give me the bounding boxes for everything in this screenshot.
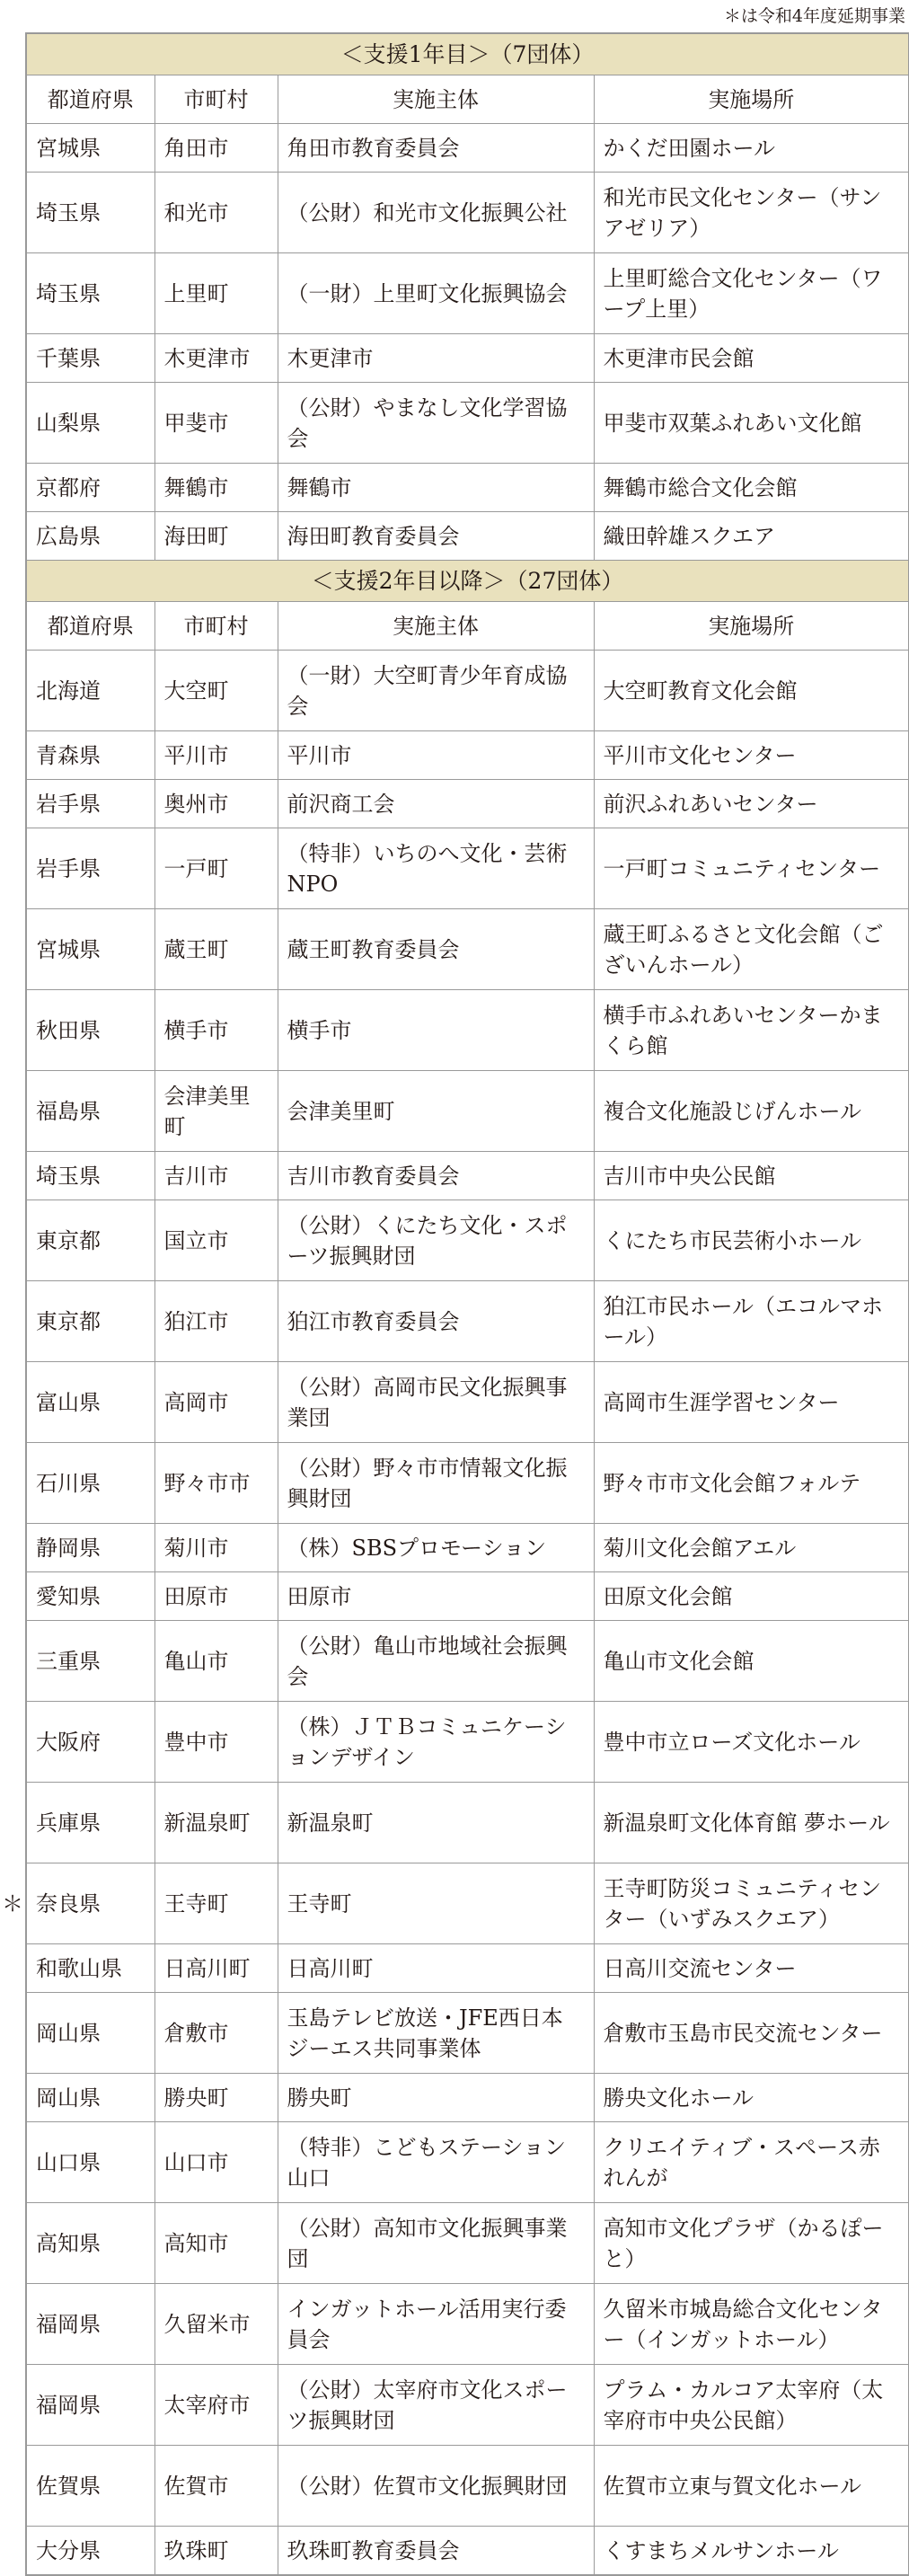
prefecture-cell: 愛知県 <box>26 1572 154 1621</box>
table-row <box>26 828 909 909</box>
prefecture-cell: 岡山県 <box>26 2074 154 2122</box>
section-header-row <box>26 561 909 602</box>
municipality-cell: 山口市 <box>154 2122 278 2203</box>
venue-cell: 田原文化会館 <box>594 1572 909 1621</box>
column-header: 実施場所 <box>594 602 909 651</box>
municipality-cell: 平川市 <box>154 731 278 780</box>
venue-cell: 平川市文化センター <box>594 731 909 780</box>
prefecture-cell: 岩手県 <box>26 780 154 828</box>
prefecture-cell: 京都府 <box>26 464 154 512</box>
organizer-cell: （一財）上里町文化振興協会 <box>278 253 594 334</box>
prefecture-cell: 埼玉県 <box>26 173 154 253</box>
venue-cell: 王寺町防災コミュニティセンター（いずみスクエア） <box>594 1863 909 1944</box>
venue-cell: くすまちメルサンホール <box>594 2527 909 2576</box>
table-row <box>26 1524 909 1572</box>
column-header: 実施場所 <box>594 75 909 124</box>
municipality-cell: 高岡市 <box>154 1362 278 1443</box>
municipality-cell: 和光市 <box>154 173 278 253</box>
organizer-cell: （公財）太宰府市文化スポーツ振興財団 <box>278 2365 594 2446</box>
prefecture-cell: 福岡県 <box>26 2284 154 2365</box>
table-row <box>26 1281 909 1362</box>
organizer-cell: 木更津市 <box>278 334 594 383</box>
venue-cell: クリエイティブ・スペース赤れんが <box>594 2122 909 2203</box>
municipality-cell: 菊川市 <box>154 1524 278 1572</box>
organizer-cell: インガットホール活用実行委員会 <box>278 2284 594 2365</box>
venue-table-body <box>26 33 909 2575</box>
municipality-cell: 豊中市 <box>154 1702 278 1783</box>
table-row <box>26 1362 909 1443</box>
municipality-cell: 吉川市 <box>154 1152 278 1200</box>
table-row <box>26 1863 909 1944</box>
table-row <box>26 1783 909 1863</box>
prefecture-cell: 青森県 <box>26 731 154 780</box>
table-row <box>26 1621 909 1702</box>
prefecture-cell: 和歌山県 <box>26 1944 154 1993</box>
venue-cell: 一戸町コミュニティセンター <box>594 828 909 909</box>
table-row <box>26 2074 909 2122</box>
organizer-cell: （公財）高岡市民文化振興事業団 <box>278 1362 594 1443</box>
table-row <box>26 334 909 383</box>
table-row <box>26 1944 909 1993</box>
table-row <box>26 990 909 1071</box>
prefecture-cell: 兵庫県 <box>26 1783 154 1863</box>
municipality-cell: 田原市 <box>154 1572 278 1621</box>
column-header: 実施主体 <box>278 602 594 651</box>
column-header-row <box>26 602 909 651</box>
column-header: 都道府県 <box>26 602 154 651</box>
table-row <box>26 2527 909 2576</box>
venue-table <box>25 32 909 2576</box>
prefecture-cell: 秋田県 <box>26 990 154 1071</box>
table-row <box>26 1572 909 1621</box>
table-row <box>26 464 909 512</box>
municipality-cell: 舞鶴市 <box>154 464 278 512</box>
prefecture-cell: 埼玉県 <box>26 253 154 334</box>
municipality-cell: 国立市 <box>154 1200 278 1281</box>
organizer-cell: （公財）くにたち文化・スポーツ振興財団 <box>278 1200 594 1281</box>
organizer-cell: （公財）やまなし文化学習協会 <box>278 383 594 464</box>
table-row <box>26 1993 909 2074</box>
prefecture-cell: 奈良県 <box>26 1863 154 1944</box>
prefecture-cell: 石川県 <box>26 1443 154 1524</box>
column-header-row <box>26 75 909 124</box>
table-row <box>26 173 909 253</box>
table-row <box>26 253 909 334</box>
municipality-cell: 横手市 <box>154 990 278 1071</box>
table-row <box>26 2446 909 2527</box>
organizer-cell: 平川市 <box>278 731 594 780</box>
prefecture-cell: 富山県 <box>26 1362 154 1443</box>
venue-cell: 蔵王町ふるさと文化会館（ございんホール） <box>594 909 909 990</box>
organizer-cell: 日高川町 <box>278 1944 594 1993</box>
organizer-cell: 玖珠町教育委員会 <box>278 2527 594 2576</box>
prefecture-cell: 大分県 <box>26 2527 154 2576</box>
venue-cell: 勝央文化ホール <box>594 2074 909 2122</box>
venue-cell: 高知市文化プラザ（かるぽーと） <box>594 2203 909 2284</box>
prefecture-cell: 千葉県 <box>26 334 154 383</box>
prefecture-cell: 宮城県 <box>26 909 154 990</box>
venue-cell: 高岡市生涯学習センター <box>594 1362 909 1443</box>
section-header-row <box>26 33 909 75</box>
organizer-cell: 吉川市教育委員会 <box>278 1152 594 1200</box>
table-row <box>26 1702 909 1783</box>
section-title: ＜支援2年目以降＞（27団体） <box>26 561 909 602</box>
venue-cell: 前沢ふれあいセンター <box>594 780 909 828</box>
organizer-cell: 王寺町 <box>278 1863 594 1944</box>
organizer-cell: 会津美里町 <box>278 1071 594 1152</box>
municipality-cell: 野々市市 <box>154 1443 278 1524</box>
municipality-cell: 新温泉町 <box>154 1783 278 1863</box>
municipality-cell: 上里町 <box>154 253 278 334</box>
municipality-cell: 狛江市 <box>154 1281 278 1362</box>
table-row <box>26 731 909 780</box>
municipality-cell: 角田市 <box>154 124 278 173</box>
prefecture-cell: 福岡県 <box>26 2365 154 2446</box>
prefecture-cell: 山梨県 <box>26 383 154 464</box>
organizer-cell: （特非）いちのへ文化・芸術NPO <box>278 828 594 909</box>
municipality-cell: 一戸町 <box>154 828 278 909</box>
organizer-cell: 田原市 <box>278 1572 594 1621</box>
organizer-cell: 玉島テレビ放送・JFE西日本ジーエス共同事業体 <box>278 1993 594 2074</box>
municipality-cell: 玖珠町 <box>154 2527 278 2576</box>
prefecture-cell: 北海道 <box>26 651 154 731</box>
table-row <box>26 780 909 828</box>
municipality-cell: 甲斐市 <box>154 383 278 464</box>
column-header: 実施主体 <box>278 75 594 124</box>
municipality-cell: 勝央町 <box>154 2074 278 2122</box>
prefecture-cell: 東京都 <box>26 1200 154 1281</box>
venue-cell: プラム・カルコア太宰府（太宰府市中央公民館） <box>594 2365 909 2446</box>
venue-cell: 大空町教育文化会館 <box>594 651 909 731</box>
venue-cell: 吉川市中央公民館 <box>594 1152 909 1200</box>
organizer-cell: （株）SBSプロモーション <box>278 1524 594 1572</box>
venue-cell: 横手市ふれあいセンターかまくら館 <box>594 990 909 1071</box>
venue-cell: 新温泉町文化体育館 夢ホール <box>594 1783 909 1863</box>
prefecture-cell: 埼玉県 <box>26 1152 154 1200</box>
footnote-legend: ＊は令和4年度延期事業 <box>723 6 905 26</box>
organizer-cell: 新温泉町 <box>278 1783 594 1863</box>
venue-cell: 倉敷市玉島市民交流センター <box>594 1993 909 2074</box>
organizer-cell: （一財）大空町青少年育成協会 <box>278 651 594 731</box>
organizer-cell: 前沢商工会 <box>278 780 594 828</box>
municipality-cell: 海田町 <box>154 512 278 561</box>
venue-cell: 和光市民文化センター（サンアゼリア） <box>594 173 909 253</box>
venue-cell: くにたち市民芸術小ホール <box>594 1200 909 1281</box>
column-header: 市町村 <box>154 602 278 651</box>
prefecture-cell: 福島県 <box>26 1071 154 1152</box>
organizer-cell: （公財）高知市文化振興事業団 <box>278 2203 594 2284</box>
organizer-cell: 勝央町 <box>278 2074 594 2122</box>
organizer-cell: （公財）和光市文化振興公社 <box>278 173 594 253</box>
venue-cell: 日高川交流センター <box>594 1944 909 1993</box>
organizer-cell: （特非）こどもステーション山口 <box>278 2122 594 2203</box>
prefecture-cell: 大阪府 <box>26 1702 154 1783</box>
organizer-cell: （株）ＪＴＢコミュニケーションデザイン <box>278 1702 594 1783</box>
table-row <box>26 909 909 990</box>
organizer-cell: （公財）佐賀市文化振興財団 <box>278 2446 594 2527</box>
deferred-mark: ＊ <box>2 1890 23 1917</box>
prefecture-cell: 静岡県 <box>26 1524 154 1572</box>
column-header: 市町村 <box>154 75 278 124</box>
organizer-cell: 蔵王町教育委員会 <box>278 909 594 990</box>
table-row <box>26 1071 909 1152</box>
prefecture-cell: 宮城県 <box>26 124 154 173</box>
table-row <box>26 383 909 464</box>
municipality-cell: 高知市 <box>154 2203 278 2284</box>
municipality-cell: 佐賀市 <box>154 2446 278 2527</box>
table-container <box>25 32 909 2576</box>
municipality-cell: 太宰府市 <box>154 2365 278 2446</box>
municipality-cell: 大空町 <box>154 651 278 731</box>
section-title: ＜支援1年目＞（7団体） <box>26 33 909 75</box>
organizer-cell: 海田町教育委員会 <box>278 512 594 561</box>
organizer-cell: （公財）亀山市地域社会振興会 <box>278 1621 594 1702</box>
table-row <box>26 124 909 173</box>
table-row <box>26 651 909 731</box>
venue-cell: 舞鶴市総合文化会館 <box>594 464 909 512</box>
organizer-cell: 舞鶴市 <box>278 464 594 512</box>
table-row <box>26 1200 909 1281</box>
municipality-cell: 会津美里町 <box>154 1071 278 1152</box>
prefecture-cell: 東京都 <box>26 1281 154 1362</box>
venue-cell: 木更津市民会館 <box>594 334 909 383</box>
municipality-cell: 倉敷市 <box>154 1993 278 2074</box>
column-header: 都道府県 <box>26 75 154 124</box>
prefecture-cell: 岡山県 <box>26 1993 154 2074</box>
organizer-cell: 狛江市教育委員会 <box>278 1281 594 1362</box>
municipality-cell: 久留米市 <box>154 2284 278 2365</box>
venue-cell: 豊中市立ローズ文化ホール <box>594 1702 909 1783</box>
venue-cell: 狛江市民ホール（エコルマホール） <box>594 1281 909 1362</box>
venue-cell: 甲斐市双葉ふれあい文化館 <box>594 383 909 464</box>
municipality-cell: 日高川町 <box>154 1944 278 1993</box>
municipality-cell: 木更津市 <box>154 334 278 383</box>
municipality-cell: 王寺町 <box>154 1863 278 1944</box>
municipality-cell: 奥州市 <box>154 780 278 828</box>
prefecture-cell: 高知県 <box>26 2203 154 2284</box>
table-row <box>26 2122 909 2203</box>
prefecture-cell: 佐賀県 <box>26 2446 154 2527</box>
organizer-cell: （公財）野々市市情報文化振興財団 <box>278 1443 594 1524</box>
prefecture-cell: 山口県 <box>26 2122 154 2203</box>
prefecture-cell: 広島県 <box>26 512 154 561</box>
organizer-cell: 横手市 <box>278 990 594 1071</box>
venue-cell: 佐賀市立東与賀文化ホール <box>594 2446 909 2527</box>
venue-cell: 菊川文化会館アエル <box>594 1524 909 1572</box>
venue-cell: 上里町総合文化センター（ワープ上里） <box>594 253 909 334</box>
table-row <box>26 1152 909 1200</box>
municipality-cell: 蔵王町 <box>154 909 278 990</box>
table-row <box>26 512 909 561</box>
venue-cell: 久留米市城島総合文化センター（インガットホール） <box>594 2284 909 2365</box>
venue-cell: 複合文化施設じげんホール <box>594 1071 909 1152</box>
table-row <box>26 2365 909 2446</box>
venue-cell: 野々市市文化会館フォルテ <box>594 1443 909 1524</box>
table-row <box>26 2284 909 2365</box>
venue-cell: 織田幹雄スクエア <box>594 512 909 561</box>
venue-cell: 亀山市文化会館 <box>594 1621 909 1702</box>
organizer-cell: 角田市教育委員会 <box>278 124 594 173</box>
prefecture-cell: 三重県 <box>26 1621 154 1702</box>
venue-cell: かくだ田園ホール <box>594 124 909 173</box>
table-row <box>26 1443 909 1524</box>
prefecture-cell: 岩手県 <box>26 828 154 909</box>
table-row <box>26 2203 909 2284</box>
municipality-cell: 亀山市 <box>154 1621 278 1702</box>
